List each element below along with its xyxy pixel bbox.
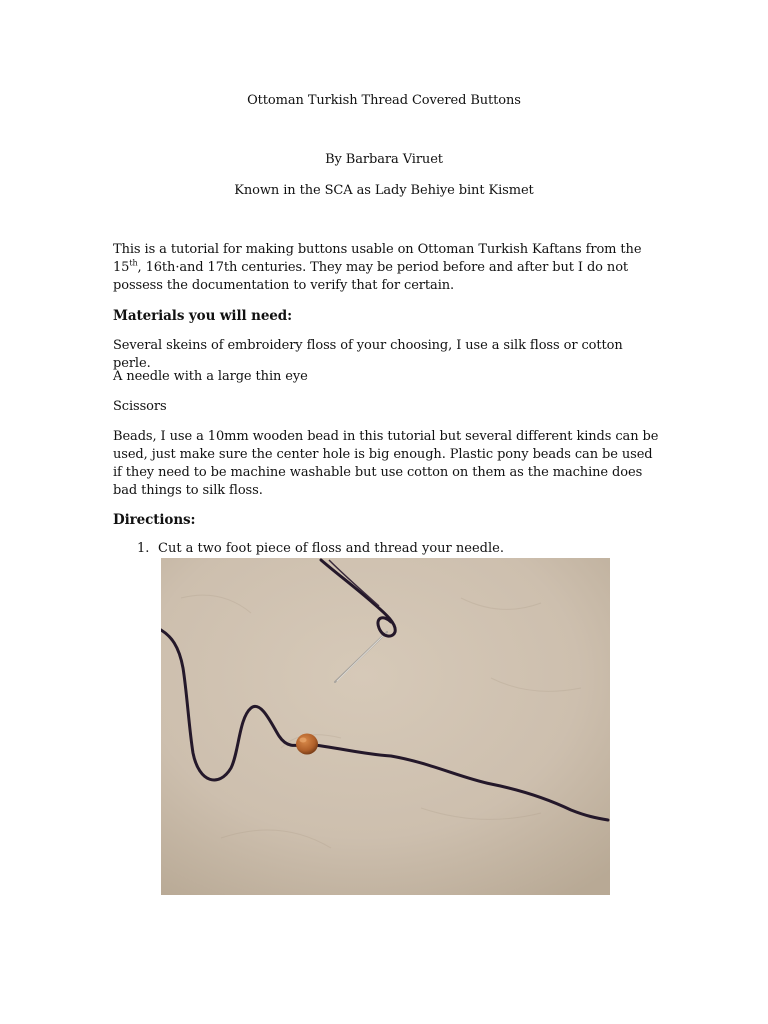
wooden-bead-icon bbox=[296, 734, 318, 755]
photo-illustration bbox=[161, 558, 610, 895]
bead-highlight bbox=[300, 738, 307, 743]
material-needle: A needle with a large thin eye bbox=[113, 369, 308, 384]
materials-heading: Materials you will need: bbox=[113, 308, 293, 324]
material-scissors: Scissors bbox=[113, 399, 167, 414]
directions-heading: Directions: bbox=[113, 512, 196, 528]
photo-threaded-needle-with-bead bbox=[161, 558, 610, 895]
intro-superscript: th bbox=[129, 258, 138, 268]
material-beads: Beads, I use a 10mm wooden bead in this tutorial but several different kinds can be used, just make sure the center hole is big enough. Plastic pony beads can be used if they need to be machine washable but use cotton on them as the machine does bad things to silk floss. bbox=[113, 429, 659, 498]
author-line: By Barbara Viruet bbox=[325, 152, 443, 167]
intro-text-start: This is a tutorial for making buttons usable on Ottoman Turkish Kaftans from the 15 bbox=[113, 242, 642, 275]
sca-name-line: Known in the SCA as Lady Behiye bint Kismet bbox=[234, 183, 534, 198]
fabric-background bbox=[161, 558, 610, 895]
intro-paragraph bbox=[113, 241, 661, 295]
intro-text-end: , 16th·and 17th centuries. They may be period before and after but I do not possess the documentation to verify that for certain. bbox=[113, 260, 629, 293]
document-title: Ottoman Turkish Thread Covered Buttons bbox=[247, 93, 521, 108]
material-floss: Several skeins of embroidery floss of your choosing, I use a silk floss or cotton perle. bbox=[113, 338, 623, 371]
direction-step-1 bbox=[137, 541, 657, 556]
step-number: 1. bbox=[137, 541, 150, 556]
step-text: Cut a two foot piece of floss and thread your needle. bbox=[158, 541, 504, 556]
